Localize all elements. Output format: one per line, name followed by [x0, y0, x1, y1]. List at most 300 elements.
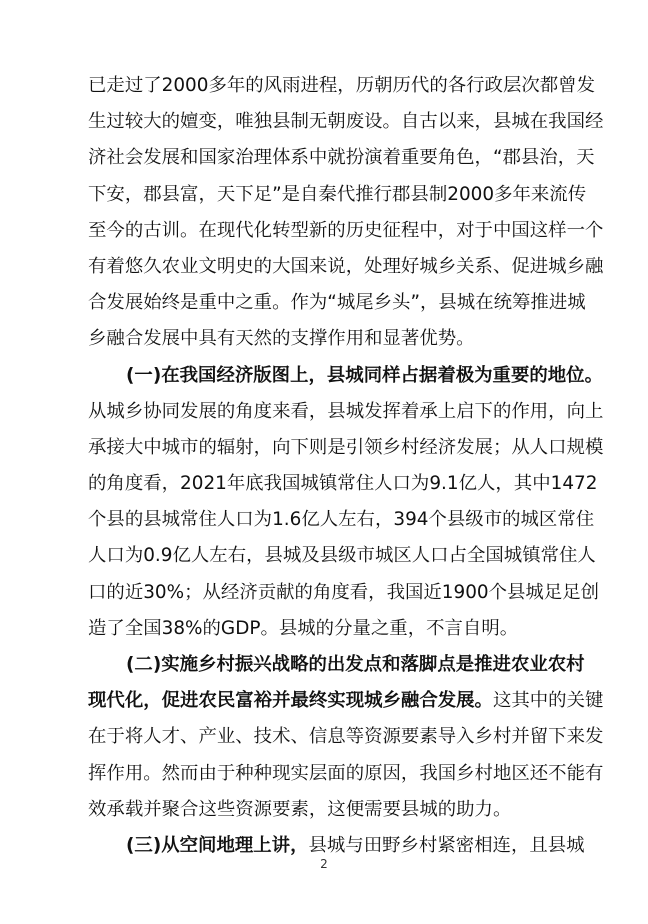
text-line: [88, 140, 595, 176]
text-char: ，: [510, 834, 530, 856]
text-char: ，: [246, 545, 265, 567]
text-char: ，: [308, 400, 328, 422]
text-char: 乡: [382, 690, 401, 712]
text-char: 的: [216, 400, 236, 422]
text-char: 、: [290, 726, 309, 748]
text-char: 的: [429, 75, 448, 96]
text-char: 用: [345, 328, 365, 350]
text-char: 色: [456, 147, 475, 169]
text-char: 县: [272, 111, 291, 133]
text-char: 2: [203, 473, 216, 495]
text-char: 不: [548, 762, 567, 784]
text-char: ，: [437, 219, 457, 241]
text-char: 、: [235, 726, 254, 748]
text-char: 住: [575, 509, 595, 531]
text-char: 2: [180, 473, 192, 495]
text-char: 人: [476, 473, 496, 495]
text-char: 县: [446, 509, 466, 531]
text-char: 的: [88, 473, 107, 495]
text-char: 乡: [474, 726, 493, 748]
text-char: 行: [466, 75, 485, 96]
text-char: 导: [437, 726, 457, 748]
text-char: 才: [161, 726, 181, 748]
text-char: 要: [382, 798, 401, 820]
text-char: 、: [180, 726, 199, 748]
text-char: 乡: [400, 834, 419, 856]
text-char: 村: [492, 726, 512, 748]
text-char: 重: [492, 364, 511, 386]
text-char: 地: [492, 762, 512, 784]
text-char: 大: [143, 111, 162, 133]
text-char: 在: [88, 726, 107, 748]
text-char: 演: [364, 147, 383, 169]
text-char: 2: [161, 75, 174, 96]
text-char: 关: [456, 255, 475, 277]
text-char: 富: [235, 690, 254, 712]
text-char: 术: [272, 726, 291, 748]
text-char: 尾: [355, 292, 374, 314]
text-char: ，: [337, 75, 356, 96]
text-char: 口: [392, 473, 411, 495]
text-line: [88, 647, 585, 683]
text-char: 我: [419, 762, 438, 784]
text-char: 承: [106, 798, 125, 820]
text-char: 足: [562, 581, 581, 603]
text-char: ”: [272, 183, 282, 205]
text-char: 从: [88, 400, 107, 422]
text-char: 始: [143, 292, 162, 314]
text-char: 常: [180, 509, 199, 531]
text-char: 农: [510, 654, 530, 675]
text-char: 乡: [456, 762, 475, 784]
text-char: 1: [446, 473, 459, 495]
text-char: 显: [382, 328, 401, 350]
text-char: 县: [520, 147, 540, 169]
text-char: 聚: [161, 798, 181, 820]
text-line: [88, 683, 604, 719]
text-char: 县: [400, 798, 420, 820]
text-char: 年: [226, 473, 246, 495]
text-line: [88, 177, 587, 213]
text-char: 国: [290, 255, 309, 277]
text-char: G: [220, 617, 236, 639]
text-char: 城: [520, 509, 539, 531]
text-char: 之: [370, 617, 390, 639]
text-char: 系: [290, 147, 309, 169]
text-char: 至: [88, 219, 107, 241]
text-char: 嬗: [180, 111, 199, 133]
text-char: ，: [548, 400, 567, 422]
text-char: 的: [502, 509, 521, 531]
text-char: 程: [318, 75, 338, 96]
text-char: 人: [143, 726, 162, 748]
text-char: 明: [481, 617, 500, 639]
text-char: 0: [185, 75, 197, 96]
text-char: 留: [529, 726, 549, 748]
text-char: 角: [106, 473, 125, 495]
text-char: 素: [419, 726, 438, 748]
text-char: 个: [88, 509, 107, 531]
text-char: 造: [88, 617, 107, 639]
text-char: 是: [327, 436, 346, 458]
text-char: 口: [106, 545, 125, 567]
text-char: 展: [474, 436, 493, 458]
text-char: 资: [364, 726, 383, 748]
text-char: 全: [124, 617, 144, 639]
text-char: 面: [327, 762, 346, 784]
text-char: 角: [312, 581, 332, 603]
text-char: 模: [584, 436, 604, 458]
text-char: 中: [216, 292, 236, 314]
text-char: 着: [400, 400, 420, 422]
text-char: 住: [355, 473, 375, 495]
text-char: ，: [400, 762, 420, 784]
text-char: 县: [143, 509, 162, 531]
text-char: 的: [106, 581, 125, 603]
text-char: 些: [216, 798, 236, 820]
text-char: 展: [161, 328, 181, 350]
text-char: .: [283, 509, 290, 531]
text-char: 过: [106, 111, 125, 133]
text-char: 处: [364, 255, 383, 277]
text-char: ；: [184, 581, 203, 603]
text-char: ，: [345, 255, 365, 277]
text-char: 制: [290, 111, 309, 133]
text-char: 发: [180, 400, 199, 422]
text-char: 脚: [418, 654, 438, 675]
text-char: 我: [386, 581, 405, 603]
text-char: 4: [562, 473, 575, 495]
text-char: 。: [584, 364, 603, 386]
text-char: 略: [290, 654, 309, 675]
text-char: 施: [179, 654, 199, 675]
text-char: 来: [456, 111, 475, 133]
text-char: 现: [216, 219, 236, 241]
text-char: 化: [124, 690, 144, 712]
text-char: 今: [106, 219, 125, 241]
text-char: 讲: [271, 834, 291, 856]
text-char: 流: [549, 183, 568, 205]
text-char: 国: [511, 219, 530, 241]
text-char: 中: [532, 473, 551, 495]
text-char: 业: [529, 654, 548, 675]
text-char: 说: [327, 255, 346, 277]
text-char: 。: [272, 292, 291, 314]
text-char: 县: [438, 292, 457, 314]
text-char: ，: [474, 147, 493, 169]
text-char: 个: [428, 509, 447, 531]
text-char: ): [152, 654, 162, 675]
text-char: ；: [492, 436, 512, 458]
text-char: 进: [529, 255, 549, 277]
text-char: 推: [474, 654, 493, 675]
text-char: 为: [474, 364, 493, 386]
text-char: 。: [474, 690, 493, 712]
text-char: 大: [124, 436, 144, 458]
text-char: 息: [327, 726, 346, 748]
text-char: 量: [352, 617, 371, 639]
text-char: 战: [271, 654, 291, 675]
text-char: 代: [106, 690, 125, 712]
text-char: 原: [364, 762, 383, 784]
text-char: 终: [161, 292, 181, 314]
text-char: 济: [234, 364, 254, 386]
text-char: 样: [548, 219, 567, 241]
text-char: 因: [382, 762, 401, 784]
text-char: 0: [154, 581, 167, 603]
text-char: 的: [272, 328, 291, 350]
text-char: 县: [319, 545, 339, 567]
text-char: 则: [308, 436, 328, 458]
text-line: [88, 611, 562, 647]
text-char: 住: [559, 545, 578, 567]
text-char: 在: [475, 292, 494, 314]
text-char: 国: [198, 147, 217, 169]
text-char: 曾: [558, 75, 577, 96]
text-char: 将: [124, 726, 144, 748]
text-char: 安: [106, 183, 125, 205]
text-char: (: [126, 654, 135, 675]
text-char: 势: [437, 328, 457, 350]
text-char: 看: [290, 400, 309, 422]
text-char: 了: [143, 75, 162, 96]
text-char: 位: [566, 364, 585, 386]
text-char: 发: [437, 690, 457, 712]
text-char: 推: [355, 183, 374, 205]
text-char: 相: [474, 834, 493, 856]
text-char: 助: [456, 798, 475, 820]
text-char: 支: [290, 328, 309, 350]
text-char: 人: [190, 545, 210, 567]
text-char: 。: [382, 111, 401, 133]
text-char: 1: [441, 581, 454, 603]
text-char: 版: [253, 364, 272, 386]
text-char: ): [152, 834, 162, 856]
text-char: 文: [198, 255, 217, 277]
text-char: 史: [235, 255, 254, 277]
text-char: 的: [327, 219, 346, 241]
text-char: 来: [272, 400, 291, 422]
text-char: 国: [485, 545, 504, 567]
text-char: 村: [216, 654, 235, 675]
text-char: 然: [253, 328, 273, 350]
text-char: 用: [124, 762, 144, 784]
text-char: 为: [124, 545, 144, 567]
text-char: 中: [419, 219, 438, 241]
text-char: 的: [548, 690, 567, 712]
text-char: 田: [363, 834, 383, 856]
text-char: 融: [400, 690, 420, 712]
text-char: 引: [345, 436, 365, 458]
text-char: 县: [547, 834, 567, 856]
text-char: 便: [345, 798, 365, 820]
text-char: 看: [349, 581, 369, 603]
text-char: 足: [253, 183, 273, 205]
text-char: 然: [161, 762, 181, 784]
text-char: 要: [272, 798, 291, 820]
text-char: 以: [437, 111, 457, 133]
text-char: 代: [336, 183, 356, 205]
text-char: 口: [430, 545, 449, 567]
text-char: 区: [511, 762, 530, 784]
text-char: 我: [179, 364, 199, 386]
text-char: 合: [88, 292, 107, 314]
text-char: 于: [216, 762, 236, 784]
text-char: 这: [529, 219, 549, 241]
text-char: 理: [253, 147, 273, 169]
text-char: 信: [308, 726, 328, 748]
text-char: 农: [547, 654, 567, 675]
text-char: 合: [180, 798, 199, 820]
text-line: [88, 213, 604, 249]
text-char: 为: [253, 509, 273, 531]
text-char: 不: [426, 617, 445, 639]
text-char: 朝: [374, 75, 393, 96]
text-char: 经: [419, 436, 438, 458]
text-char: ，: [161, 473, 181, 495]
text-char: 常: [557, 509, 576, 531]
text-char: 1: [215, 473, 227, 495]
text-char: 实: [327, 690, 346, 712]
text-char: 城: [456, 292, 476, 314]
text-char: 作: [511, 400, 530, 422]
text-char: 市: [180, 436, 199, 458]
text-char: 点: [363, 654, 383, 675]
text-char: 对: [456, 219, 475, 241]
text-char: 。: [260, 617, 279, 639]
text-char: 要: [419, 147, 438, 169]
text-char: 并: [511, 726, 530, 748]
text-char: 一: [134, 364, 153, 386]
text-char: 从: [511, 436, 530, 458]
text-char: 承: [88, 436, 107, 458]
text-char: 促: [161, 690, 181, 712]
text-char: 区: [538, 509, 558, 531]
text-char: 历: [392, 75, 411, 96]
text-char: 作: [106, 762, 125, 784]
text-char: 国: [404, 581, 424, 603]
text-char: 于: [474, 219, 493, 241]
text-char: 是: [180, 292, 199, 314]
text-char: 中: [180, 328, 199, 350]
text-char: 系: [474, 255, 493, 277]
text-char: 效: [88, 798, 107, 820]
text-char: 作: [290, 292, 309, 314]
text-char: 亿: [172, 545, 191, 567]
text-char: 城: [345, 364, 364, 386]
text-char: 这: [198, 798, 217, 820]
text-char: 左: [209, 545, 228, 567]
text-char: 型: [290, 219, 309, 241]
text-char: 走: [106, 75, 125, 96]
text-char: 明: [216, 255, 236, 277]
text-char: 业: [180, 255, 199, 277]
text-char: 县: [410, 183, 429, 205]
text-char: 0: [173, 75, 186, 96]
text-char: 雨: [282, 75, 301, 96]
text-char: 有: [88, 255, 107, 277]
text-char: ，: [419, 292, 439, 314]
text-char: 新: [308, 219, 328, 241]
text-char: %: [185, 617, 203, 639]
text-char: 据: [418, 364, 438, 386]
text-char: 来: [530, 183, 550, 205]
text-char: 足: [543, 581, 563, 603]
text-char: 领: [364, 436, 383, 458]
text-char: 终: [308, 690, 328, 712]
text-char: 发: [143, 147, 162, 169]
text-char: P: [249, 617, 261, 639]
text-char: 城: [326, 834, 346, 856]
text-char: 级: [338, 545, 357, 567]
text-char: 展: [124, 292, 144, 314]
text-char: 3: [161, 617, 174, 639]
text-char: 下: [88, 183, 107, 205]
text-char: 占: [448, 545, 467, 567]
text-char: 城: [161, 509, 181, 531]
text-char: 国: [143, 617, 162, 639]
text-char: ，: [290, 834, 309, 856]
text-char: 乡: [88, 328, 107, 350]
text-char: 种: [235, 762, 254, 784]
text-char: 左: [338, 509, 357, 531]
text-char: 创: [580, 581, 600, 603]
text-char: D: [235, 617, 250, 639]
text-char: 设: [364, 111, 383, 133]
text-char: 天: [216, 183, 236, 205]
text-char: 力: [474, 798, 493, 820]
text-char: 自: [300, 183, 319, 205]
text-char: 合: [419, 690, 438, 712]
text-char: 历: [345, 219, 365, 241]
text-char: 度: [253, 400, 273, 422]
text-char: 展: [198, 400, 217, 422]
text-char: ，: [495, 473, 514, 495]
text-char: 载: [124, 798, 144, 820]
text-char: 9: [160, 545, 173, 567]
text-char: 向: [272, 436, 291, 458]
text-char: 裕: [253, 690, 273, 712]
text-char: 启: [456, 400, 475, 422]
page-number: 2: [320, 857, 328, 871]
text-char: 的: [253, 255, 273, 277]
text-char: 层: [502, 75, 522, 96]
text-line: [88, 430, 604, 466]
text-char: 转: [272, 219, 291, 241]
text-char: 城: [511, 111, 530, 133]
text-char: 县: [161, 183, 181, 205]
text-line: [88, 538, 596, 574]
text-char: 撑: [308, 328, 328, 350]
text-char: 中: [492, 219, 512, 241]
text-char: 等: [345, 726, 365, 748]
text-char: 技: [253, 726, 273, 748]
text-char: 乡: [198, 654, 217, 675]
text-char: 代: [235, 219, 254, 241]
text-char: 0: [482, 183, 495, 205]
text-char: 三: [134, 834, 153, 856]
text-char: 全: [466, 545, 486, 567]
text-char: 融: [106, 328, 125, 350]
text-char: 郡: [392, 183, 411, 205]
text-char: 0: [476, 581, 489, 603]
text-char: 口: [88, 581, 107, 603]
text-line: [88, 502, 595, 538]
text-char: 同: [161, 400, 181, 422]
text-char: 协: [143, 400, 162, 422]
text-char: 和: [364, 328, 383, 350]
text-char: 我: [548, 111, 567, 133]
